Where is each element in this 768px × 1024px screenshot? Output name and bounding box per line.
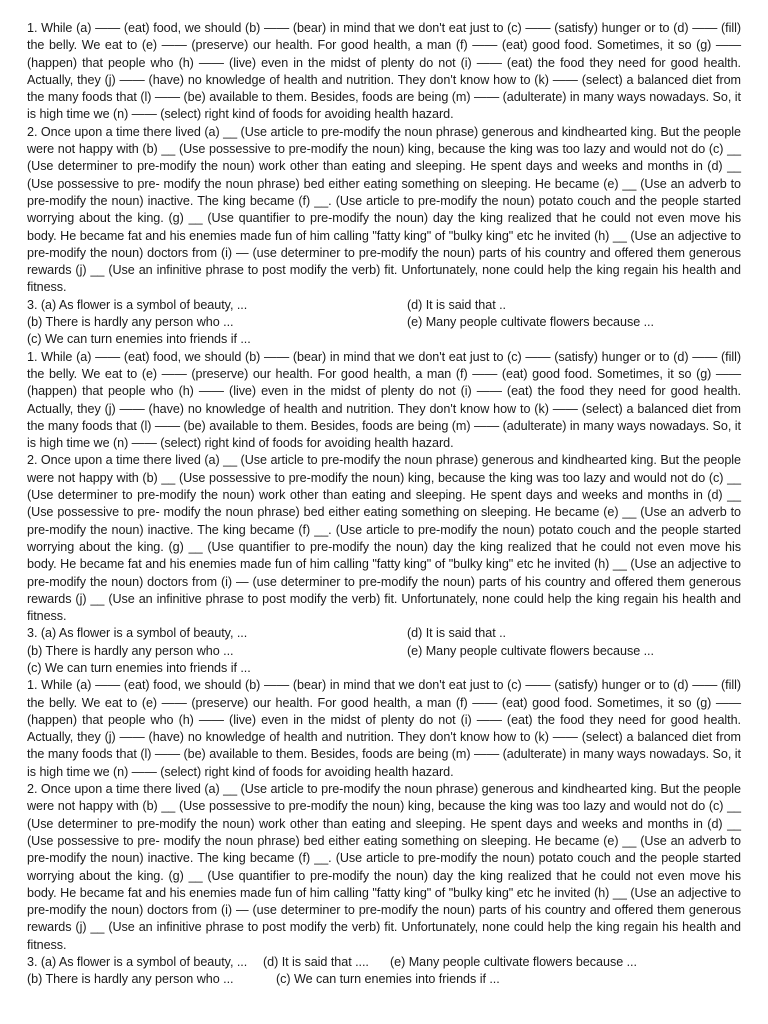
exercise-block-1 <box>27 20 741 349</box>
question-3d: (d) It is said that .. <box>407 297 506 312</box>
question-3-row-2 <box>27 643 741 660</box>
question-3-row-1 <box>27 954 741 971</box>
question-1-paragraph: 1. While (a) —— (eat) food, we should (b) —— (bear) in mind that we don't eat just to (c) —— (satisfy) hunger or to (d) —— (fill) the belly. We eat to (e) —— (preserve) our health. For good health, a man (f) —— (eat) good food. Sometimes, it so (g) —— (happen) that people who (h) —— (live) even in the midst of plenty do not (i) —— (eat) the food they need for good health. Actually, they (j) —— (have) no knowledge of health and nutrition. They don't know how to (k) —— (select) a balanced diet from the many foods that (l) —— (be) available to them. Besides, foods are being (m) —— (adulterate) in many ways nowadays. So, it is high time we (n) —— (select) right kind of foods for avoiding health hazard. <box>27 678 741 779</box>
question-3-row-1 <box>27 297 741 314</box>
question-3c: (c) We can turn enemies into friends if ... <box>27 660 251 675</box>
question-3c: (c) We can turn enemies into friends if ... <box>27 332 251 347</box>
exercise-block-2 <box>27 349 741 678</box>
question-3e: (e) Many people cultivate flowers because ... <box>407 315 654 330</box>
question-3c: (c) We can turn enemies into friends if ... <box>276 972 500 987</box>
question-3-row-2 <box>27 971 741 988</box>
question-3e: (e) Many people cultivate flowers because ... <box>390 955 637 970</box>
question-2-paragraph: 2. Once upon a time there lived (a) __ (Use article to pre-modify the noun phrase) generous and kindhearted king. But the people were not happy with (b) __ (Use possessive to pre-modify the noun) king, because the king was too lazy and would not do (c) __ (Use determiner to pre-modify the noun) work other than eating and sleeping. He spent days and weeks and months in (d) __ (Use possessive to pre- modify the noun phrase) bed either eating something on sleeping. He became (e) __ (Use an adverb to pre-modify the noun) inactive. The king became (f) __. (Use article to pre-modify the noun) potato couch and the people started worrying about the king. (g) __ (Use quantifier to pre-modify the noun) day the king realized that he could not even move his body. He became fat and his enemies made fun of him calling "fatty king" of "bulky king" etc he invited (h) __ (Use an adjective to pre-modify the noun) doctors from (i) — (use determiner to pre-modify the noun) parts of his country and offered them generous rewards (j) __ (Use an infinitive phrase to post modify the verb) fit. Unfortunately, none could help the king regain his health and fitness. <box>27 782 741 952</box>
question-1-paragraph: 1. While (a) —— (eat) food, we should (b) —— (bear) in mind that we don't eat just to (c) —— (satisfy) hunger or to (d) —— (fill) the belly. We eat to (e) —— (preserve) our health. For good health, a man (f) —— (eat) good food. Sometimes, it so (g) —— (happen) that people who (h) —— (live) even in the midst of plenty do not (i) —— (eat) the food they need for good health. Actually, they (j) —— (have) no knowledge of health and nutrition. They don't know how to (k) —— (select) a balanced diet from the many foods that (l) —— (be) available to them. Besides, foods are being (m) —— (adulterate) in many ways nowadays. So, it is high time we (n) —— (select) right kind of foods for avoiding health hazard. <box>27 349 741 451</box>
question-2-paragraph: 2. Once upon a time there lived (a) __ (Use article to pre-modify the noun phrase) generous and kindhearted king. But the people were not happy with (b) __ (Use possessive to pre-modify the noun) king, because the king was too lazy and would not do (c) __ (Use determiner to pre-modify the noun) work other than eating and sleeping. He spent days and weeks and months in (d) __ (Use possessive to pre- modify the noun phrase) bed either eating something on sleeping. He became (e) __ (Use an adverb to pre-modify the noun) inactive. The king became (f) __. (Use article to pre-modify the noun) potato couch and the people started worrying about the king. (g) __ (Use quantifier to pre-modify the noun) day the king realized that he could not even move his body. He became fat and his enemies made fun of him calling "fatty king" of "bulky king" etc he invited (h) __ (Use an adjective to pre-modify the noun) doctors from (i) — (use determiner to pre-modify the noun) parts of his country and offered them generous rewards (j) __ (Use an infinitive phrase to post modify the verb) fit. Unfortunately, none could help the king regain his health and fitness. <box>27 453 741 624</box>
question-3-row-2 <box>27 314 741 331</box>
question-3b: (b) There is hardly any person who ... <box>27 315 234 330</box>
exercise-block-3 <box>27 677 741 988</box>
question-3e: (e) Many people cultivate flowers because ... <box>407 643 654 658</box>
question-3d: (d) It is said that .... <box>263 955 369 970</box>
question-1-paragraph: 1. While (a) —— (eat) food, we should (b) —— (bear) in mind that we don't eat just to (c) —— (satisfy) hunger or to (d) —— (fill) the belly. We eat to (e) —— (preserve) our health. For good health, a man (f) —— (eat) good food. Sometimes, it so (g) —— (happen) that people who (h) —— (live) even in the midst of plenty do not (i) —— (eat) the food they need for good health. Actually, they (j) —— (have) no knowledge of health and nutrition. They don't know how to (k) —— (select) a balanced diet from the many foods that (l) —— (be) available to them. Besides, foods are being (m) —— (adulterate) in many ways nowadays. So, it is high time we (n) —— (select) right kind of foods for avoiding health hazard. <box>27 21 741 122</box>
question-3-row-3 <box>27 331 741 348</box>
question-3-row-1 <box>27 625 741 642</box>
question-3b: (b) There is hardly any person who ... <box>27 643 234 658</box>
question-3-row-3 <box>27 660 741 677</box>
question-2-paragraph: 2. Once upon a time there lived (a) __ (Use article to pre-modify the noun phrase) generous and kindhearted king. But the people were not happy with (b) __ (Use possessive to pre-modify the noun) king, because the king was too lazy and would not do (c) __ (Use determiner to pre-modify the noun) work other than eating and sleeping. He spent days and weeks and months in (d) __ (Use possessive to pre- modify the noun phrase) bed either eating something on sleeping. He became (e) __ (Use an adverb to pre-modify the noun) inactive. The king became (f) __. (Use article to pre-modify the noun) potato couch and the people started worrying about the king. (g) __ (Use quantifier to pre-modify the noun) day the king realized that he could not even move his body. He became fat and his enemies made fun of him calling "fatty king" of "bulky king" etc he invited (h) __ (Use an adjective to pre-modify the noun) doctors from (i) — (use determiner to pre-modify the noun) parts of his country and offered them generous rewards (j) __ (Use an infinitive phrase to post modify the verb) fit. Unfortunately, none could help the king regain his health and fitness. <box>27 124 741 295</box>
question-3a: 3. (a) As flower is a symbol of beauty, ... <box>27 297 248 312</box>
question-3d: (d) It is said that .. <box>407 626 506 641</box>
question-3b: (b) There is hardly any person who ... <box>27 972 234 987</box>
question-3a: 3. (a) As flower is a symbol of beauty, ... <box>27 955 248 970</box>
question-3a: 3. (a) As flower is a symbol of beauty, ... <box>27 626 248 641</box>
